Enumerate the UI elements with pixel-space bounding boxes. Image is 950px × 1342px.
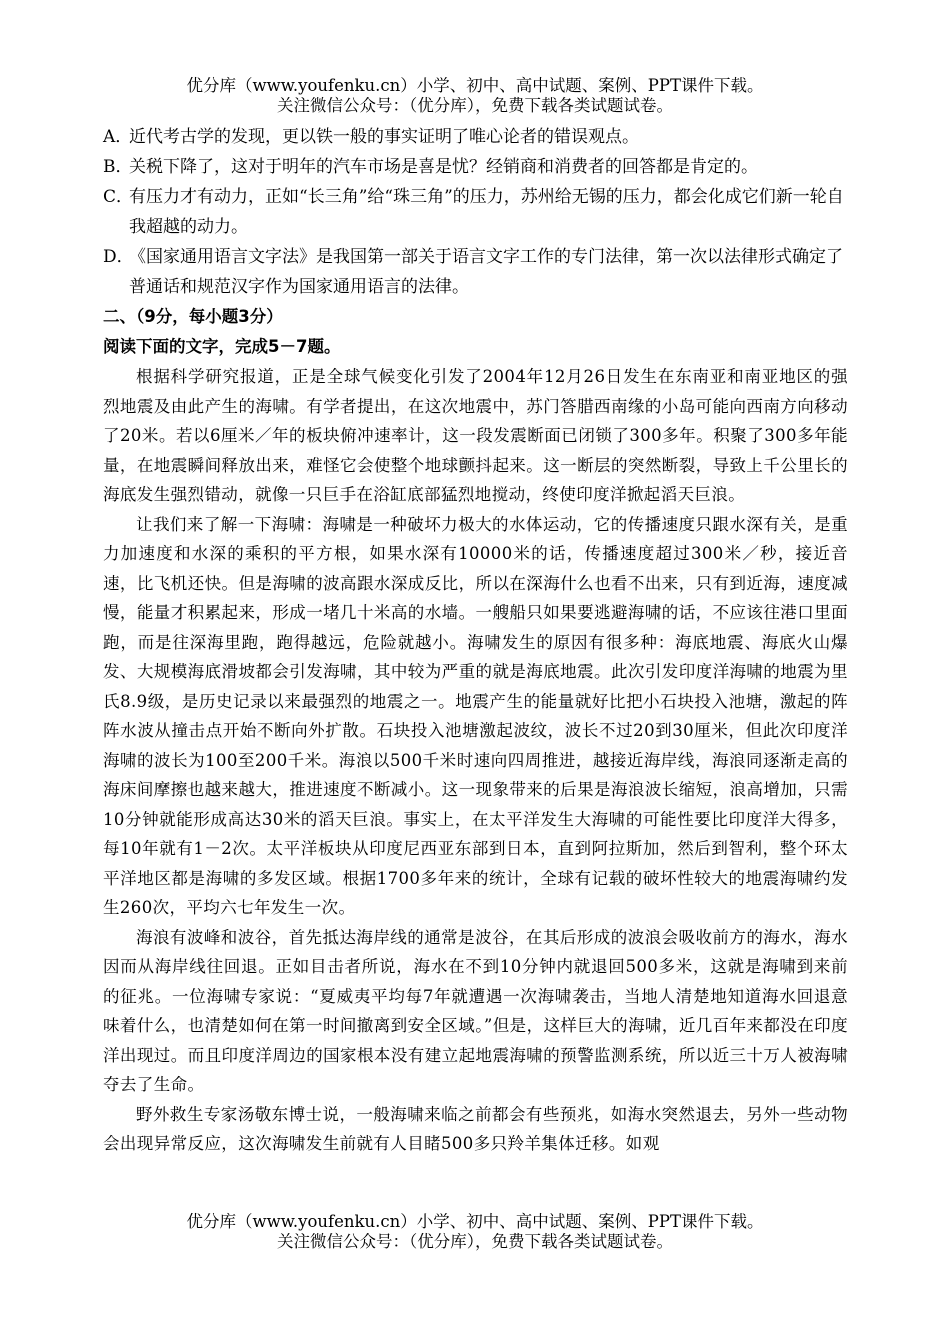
page-header	[0, 76, 950, 116]
option-label: B．	[103, 157, 133, 177]
option-a	[103, 122, 848, 152]
footer-line-1: 优分库（www.youfenku.cn）小学、初中、高中试题、案例、PPT课件下载。	[186, 1212, 764, 1231]
option-label: D．	[103, 247, 134, 267]
option-label: C．	[103, 187, 134, 207]
option-c	[103, 182, 848, 242]
passage-paragraph-4: 野外救生专家汤敬东博士说，一般海啸来临之前都会有些预兆，如海水突然退去，另外一些动物会出现异常反应，这次海啸发生前就有人目睹500多只羚羊集体迁移。如观	[103, 1104, 848, 1153]
option-text: 《国家通用语言文字法》是我国第一部关于语言文字工作的专门法律，第一次以法律形式确定了普通话和规范汉字作为国家通用语言的法律。	[129, 247, 843, 297]
page-footer	[0, 1212, 950, 1252]
header-line-1: 优分库（www.youfenku.cn）小学、初中、高中试题、案例、PPT课件下载。	[186, 76, 764, 95]
option-text: 近代考古学的发现，更以铁一般的事实证明了唯心论者的错误观点。	[129, 127, 639, 147]
passage-paragraph-3: 海浪有波峰和波谷，首先抵达海岸线的通常是波谷，在其后形成的波浪会吸收前方的海水，海水因而从海岸线往回退。正如目击者所说，海水在不到10分钟内就退回500多米，这就是海啸到来前的征兆。一位海啸专家说：“夏威夷平均每7年就遭遇一次海啸袭击，当地人清楚地知道海水回退意味着什么，也清楚如何在第一时间撤离到安全区域。”但是，这样巨大的海啸，近几百年来都没在印度洋出现过。而且印度洋周边的国家根本没有建立起地震海啸的预警监测系统，所以近三十万人被海啸夺去了生命。	[103, 927, 848, 1094]
passage-paragraph-2: 让我们来了解一下海啸：海啸是一种破坏力极大的水体运动，它的传播速度只跟水深有关，是重力加速度和水深的乘积的平方根，如果水深有10000米的话，传播速度超过300米／秒，接近音速，比飞机还快。但是海啸的波高跟水深成反比，所以在深海什么也看不出来，只有到近海，速度减慢，能量才积累起来，形成一堵几十米高的水墙。一艘船只如果要逃避海啸的话，不应该往港口里面跑，而是往深海里跑，跑得越远，危险就越小。海啸发生的原因有很多种：海底地震、海底火山爆发、大规模海底滑坡都会引发海啸，其中较为严重的就是海底地震。此次引发印度洋海啸的地震为里氏8.9级，是历史记录以来最强烈的地震之一。地震产生的能量就好比把小石块投入池塘，激起的阵阵水波从撞击点开始不断向外扩散。石块投入池塘激起波纹，波长不过20到30厘米，但此次印度洋海啸的波长为100至200千米。海浪以500千米时速向四周推进，越接近海岸线，海浪同逐渐走高的海床间摩擦也越来越大，推进速度不断减小。这一现象带来的后果是海浪波长缩短，浪高增加，只需10分钟就能形成高达30米的滔天巨浪。事实上，在太平洋发生大海啸的可能性要比印度洋大得多，每10年就有1－2次。太平洋板块从印度尼西亚东部到日本，直到阿拉斯加，然后到智利，整个环太平洋地区都是海啸的多发区域。根据1700多年来的统计，全球有记载的破坏性较大的地震海啸约发生260次，平均六七年发生一次。	[103, 514, 848, 917]
section-instruction: 阅读下面的文字，完成5－7题。	[103, 337, 341, 356]
option-d	[103, 242, 848, 302]
page-body	[103, 122, 848, 1159]
section-heading: 二、（9分，每小题3分）	[103, 307, 283, 326]
header-line-2: 关注微信公众号：（优分库），免费下载各类试题试卷。	[277, 96, 673, 115]
answer-options	[103, 122, 848, 302]
option-b	[103, 152, 848, 182]
footer-line-2: 关注微信公众号：（优分库），免费下载各类试题试卷。	[277, 1232, 673, 1251]
option-label: A．	[103, 127, 133, 147]
option-text: 有压力才有动力，正如“长三角”给“珠三角”的压力，苏州给无锡的压力，都会化成它们新一轮自我超越的动力。	[129, 187, 844, 237]
option-text: 关税下降了，这对于明年的汽车市场是喜是忧？经销商和消费者的回答都是肯定的。	[129, 157, 758, 177]
passage-paragraph-1: 根据科学研究报道，正是全球气候变化引发了2004年12月26日发生在东南亚和南亚地区的强烈地震及由此产生的海啸。有学者提出，在这次地震中，苏门答腊西南缘的小岛可能向西南方向移动了20米。若以6厘米／年的板块俯冲速率计，这一段发震断面已闭锁了300多年。积聚了300多年能量，在地震瞬间释放出来，难怪它会使整个地球颤抖起来。这一断层的突然断裂，导致上千公里长的海底发生强烈错动，就像一只巨手在浴缸底部猛烈地搅动，终使印度洋掀起滔天巨浪。	[103, 367, 848, 504]
